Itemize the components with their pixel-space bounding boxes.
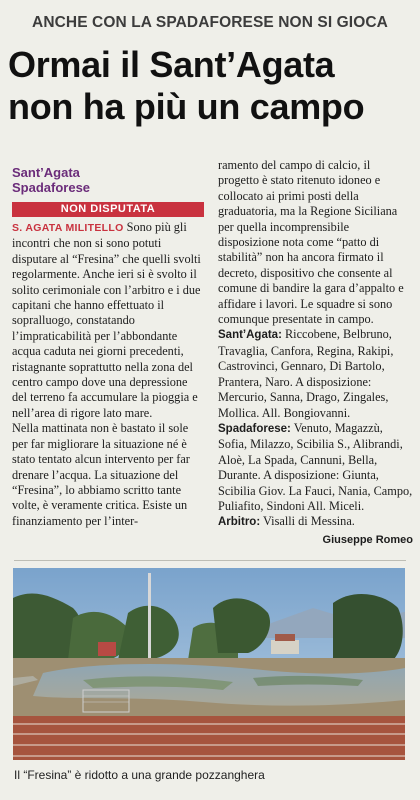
lineup-home-label: Sant’Agata: — [218, 329, 282, 342]
paragraph-1 — [12, 220, 204, 421]
article-kicker: ANCHE CON LA SPADAFORESE NON SI GIOCA — [32, 14, 388, 31]
article-column-right — [218, 155, 413, 546]
paragraph-2-continued: ramento del campo di calcio, il progetto è stato ritenuto idoneo e collocato ai primi posti della graduatoria, ma la Regione Siciliana per quella incomprensibile disposizione nota come “patto di stabilità” non ha ancora firmato il decreto, dispositivo che consente al comune di bandire la gara d’appalto e affidare i lavori. Le squadre si sono comunque presentate in campo. — [218, 158, 404, 327]
field-photo-illustration — [13, 568, 405, 760]
article-headline — [8, 44, 416, 128]
referee-text: Visalli di Messina. — [263, 514, 355, 529]
article-body-left — [12, 220, 204, 529]
referee — [218, 514, 413, 530]
article-body-right — [218, 158, 413, 531]
subtitle-away-team: Spadaforese — [12, 180, 91, 195]
photo-divider — [14, 560, 406, 561]
headline-line-2: non ha più un campo — [8, 86, 365, 127]
lineup-away — [218, 421, 413, 514]
author-signature: Giuseppe Romeo — [322, 533, 413, 546]
lineup-home-text: Riccobene, Belbruno, Travaglia, Canfora, Regina, Rakipi, Castrovinci, Gennaro, Di Bartolo, Prantera, Naro. A disposizione: Mercurio, Sanna, Drago, Zingales, Mollica. All. Bongiovanni. — [218, 327, 394, 420]
match-subtitle — [12, 165, 204, 195]
paragraph-1-text: Sono più gli incontri che non si sono potuti disputare al “Fresina” che quelli svolti regolarmente. Anche ieri si è svolto il solito cerimoniale con l’arbitro e i due capitani che hanno effettuato il sopralluogo, constatando l’impraticabilità per l’abbondante acqua caduta nei giorni precedenti, ristagnante soprattutto nella zona del centro campo dove una depressione del terreno fa accumulare la pioggia e nell’area di rigore lato mare. — [12, 220, 201, 420]
referee-label: Arbitro: — [218, 516, 261, 529]
match-status-banner: NON DISPUTATA — [12, 202, 204, 217]
lineup-away-label: Spadaforese: — [218, 422, 291, 435]
article-column-left — [12, 162, 204, 529]
subtitle-home-team: Sant’Agata — [12, 165, 80, 180]
paragraph-2: Nella mattinata non è bastato il sole per far migliorare la situazione né è stato tentato alcun intervento per far drenare l’acqua. La situazione del “Fresina”, lo abbiamo scritto tante volte, è veramente critica. Esiste un finanziamento per l’inter- — [12, 421, 190, 528]
flooded-field-photo — [13, 568, 405, 760]
lineup-away-text: Venuto, Magazzù, Sofia, Milazzo, Scibilia S., Alibrandi, Aloè, La Spada, Cannuni, Bella, Durante. A disposizione: Giunta, Scibilia Giov. La Fauci, Nania, Campo, Puliafito, Sindoni All. Miceli. — [218, 420, 413, 513]
dateline: S. AGATA MILITELLO — [12, 222, 124, 234]
photo-caption: Il “Fresina” è ridotto a una grande pozzanghera — [14, 768, 265, 782]
lineup-home — [218, 327, 413, 420]
headline-line-1: Ormai il Sant’Agata — [8, 44, 335, 85]
